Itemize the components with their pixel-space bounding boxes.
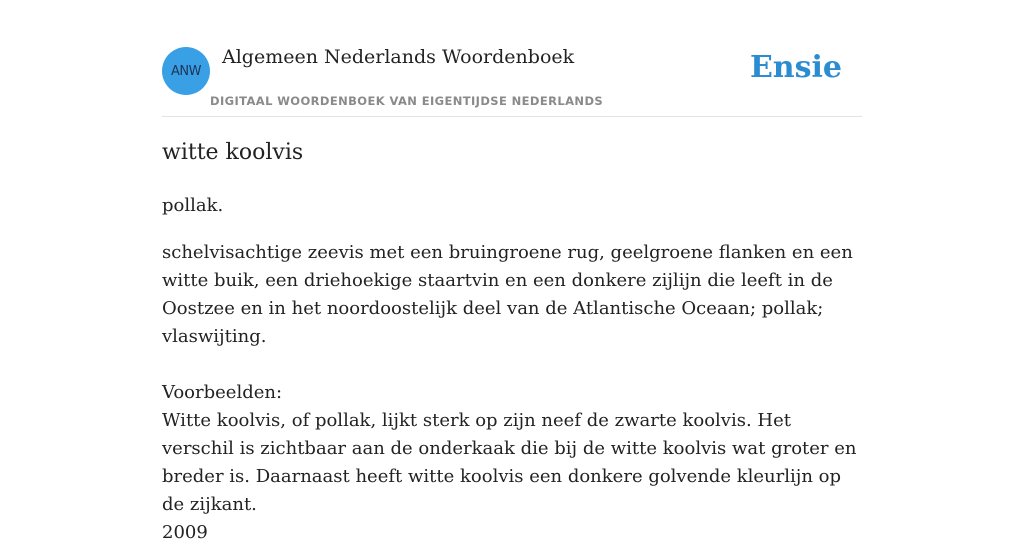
site-header: [162, 0, 862, 117]
definition-block: [162, 239, 862, 547]
examples-label: Voorbeelden:: [162, 382, 283, 403]
example-text: Witte koolvis, of pollak, lijkt sterk op zijn neef de zwarte koolvis. Het verschil is zichtbaar aan de onderkaak die bij de witte koolvis wat groter en breder is. Daarnaast heeft witte koolvis een donkere golvende kleurlijn op de zijkant.: [162, 410, 857, 515]
ensie-brand-link[interactable]: Ensie: [749, 50, 842, 85]
example-year: 2009: [162, 522, 208, 543]
dictionary-title[interactable]: Algemeen Nederlands Woordenboek: [222, 46, 575, 68]
anw-logo-icon[interactable]: [162, 47, 210, 95]
entry-title: witte koolvis: [162, 140, 304, 165]
spacer: [162, 351, 862, 379]
logo-text: ANW: [171, 63, 201, 79]
entry-definition: schelvisachtige zeevis met een bruingroene rug, geelgroene flanken en een witte buik, een driehoekige staartvin en een donkere zijlijn die leeft in de Oostzee en in het noordoostelijk deel van de Atlantische Oceaan; pollak; vlaswijting.: [162, 242, 853, 347]
page: [162, 0, 862, 543]
dictionary-subtitle: DIGITAAL WOORDENBOEK VAN EIGENTIJDSE NEDERLANDS: [210, 94, 604, 108]
entry-synonym: pollak.: [162, 195, 224, 216]
